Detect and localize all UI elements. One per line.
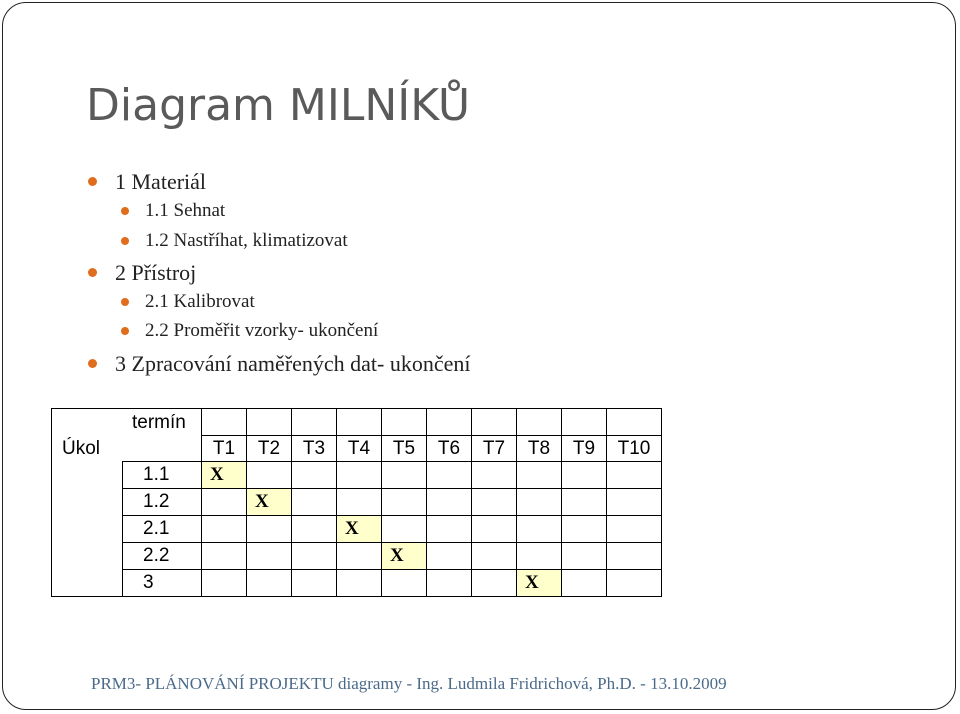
row-spacer-cell (52, 462, 123, 489)
table-cell (517, 516, 562, 543)
table-cell (562, 462, 607, 489)
row-label: 1.2 (123, 489, 202, 516)
table-cell (382, 570, 427, 597)
table-cell (472, 516, 517, 543)
table-cell (292, 570, 337, 597)
table-cell (607, 543, 662, 570)
bullet-dot-icon (88, 268, 97, 277)
bullet-text: 2 Přístroj (115, 260, 197, 285)
table-cell (382, 516, 427, 543)
bullet-dot-icon (121, 298, 129, 306)
slide-title: Diagram MILNÍKŮ (86, 80, 471, 131)
table-row (52, 543, 662, 570)
table-cell (337, 543, 382, 570)
milestone-mark: X (247, 489, 292, 516)
table-cell (337, 462, 382, 489)
table-cell (517, 489, 562, 516)
bullet-text: 1 Materiál (115, 169, 207, 194)
column-header: T4 (337, 436, 382, 462)
column-header: T5 (382, 436, 427, 462)
table-cell (607, 462, 662, 489)
bullet-item (115, 260, 196, 286)
table-row (52, 570, 662, 597)
table-cell (562, 570, 607, 597)
row-label: 3 (123, 570, 202, 597)
table-cell (472, 570, 517, 597)
table-cell (292, 543, 337, 570)
bullet-text: 2.1 Kalibrovat (145, 291, 255, 312)
table-cell (427, 543, 472, 570)
column-header: T9 (562, 436, 607, 462)
bullet-item (115, 169, 206, 195)
bullet-text: 3 Zpracování naměřených dat- ukončení (115, 351, 471, 376)
table-cell (292, 462, 337, 489)
milestone-mark: X (337, 516, 382, 543)
row-spacer-cell (52, 516, 123, 543)
table-cell (382, 462, 427, 489)
milestone-mark: X (382, 543, 427, 570)
table-cell (427, 489, 472, 516)
table-cell (472, 489, 517, 516)
table-cell (472, 543, 517, 570)
table-cell (292, 516, 337, 543)
table-cell (562, 489, 607, 516)
table-cell (247, 570, 292, 597)
column-header: T7 (472, 436, 517, 462)
milestone-mark: X (517, 570, 562, 597)
bullet-dot-icon (121, 237, 129, 245)
table-row (52, 516, 662, 543)
table-cell (472, 462, 517, 489)
bullet-item (145, 200, 225, 222)
column-header: T2 (247, 436, 292, 462)
table-cell (562, 543, 607, 570)
bullet-dot-icon (121, 207, 129, 215)
table-cell (607, 516, 662, 543)
table-cell (247, 516, 292, 543)
bullet-item (145, 291, 255, 313)
column-header: T1 (202, 436, 247, 462)
corner-label-ukol: Úkol (62, 438, 101, 459)
table-row (52, 489, 662, 516)
table-cell (427, 570, 472, 597)
bullet-text: 1.2 Nastříhat, klimatizovat (145, 230, 348, 251)
table-corner (52, 409, 202, 462)
table-cell (562, 516, 607, 543)
table-cell (337, 489, 382, 516)
column-header: T3 (292, 436, 337, 462)
column-header: T8 (517, 436, 562, 462)
table-cell (247, 462, 292, 489)
table-cell (202, 570, 247, 597)
table-cell (382, 489, 427, 516)
table-cell (247, 543, 292, 570)
bullet-text: 2.2 Proměřit vzorky- ukončení (145, 320, 379, 341)
row-spacer-cell (52, 570, 123, 597)
corner-label-termin: termín (132, 412, 186, 433)
bullet-item (145, 230, 348, 252)
table-cell (202, 489, 247, 516)
row-label: 2.1 (123, 516, 202, 543)
table-cell (337, 570, 382, 597)
table-cell (427, 516, 472, 543)
table-cell (292, 489, 337, 516)
milestone-mark: X (202, 462, 247, 489)
bullet-text: 1.1 Sehnat (145, 200, 226, 221)
row-spacer-cell (52, 543, 123, 570)
bullet-dot-icon (121, 327, 129, 335)
row-label: 1.1 (123, 462, 202, 489)
table-cell (607, 570, 662, 597)
row-spacer-cell (52, 489, 123, 516)
milestone-table (51, 408, 662, 597)
column-header: T6 (427, 436, 472, 462)
table-cell (607, 489, 662, 516)
table-cell (517, 462, 562, 489)
table-row (52, 462, 662, 489)
row-label: 2.2 (123, 543, 202, 570)
bullet-dot-icon (88, 177, 97, 186)
bullet-item (145, 320, 378, 342)
table-cell (517, 543, 562, 570)
bullet-item (115, 351, 471, 377)
bullet-dot-icon (88, 359, 97, 368)
table-cell (427, 462, 472, 489)
table-cell (202, 516, 247, 543)
column-header: T10 (607, 436, 662, 462)
table-cell (202, 543, 247, 570)
footer-text: PRM3- PLÁNOVÁNÍ PROJEKTU diagramy - Ing. Ludmila Fridrichová, Ph.D. - 13.10.2009 (91, 674, 727, 693)
